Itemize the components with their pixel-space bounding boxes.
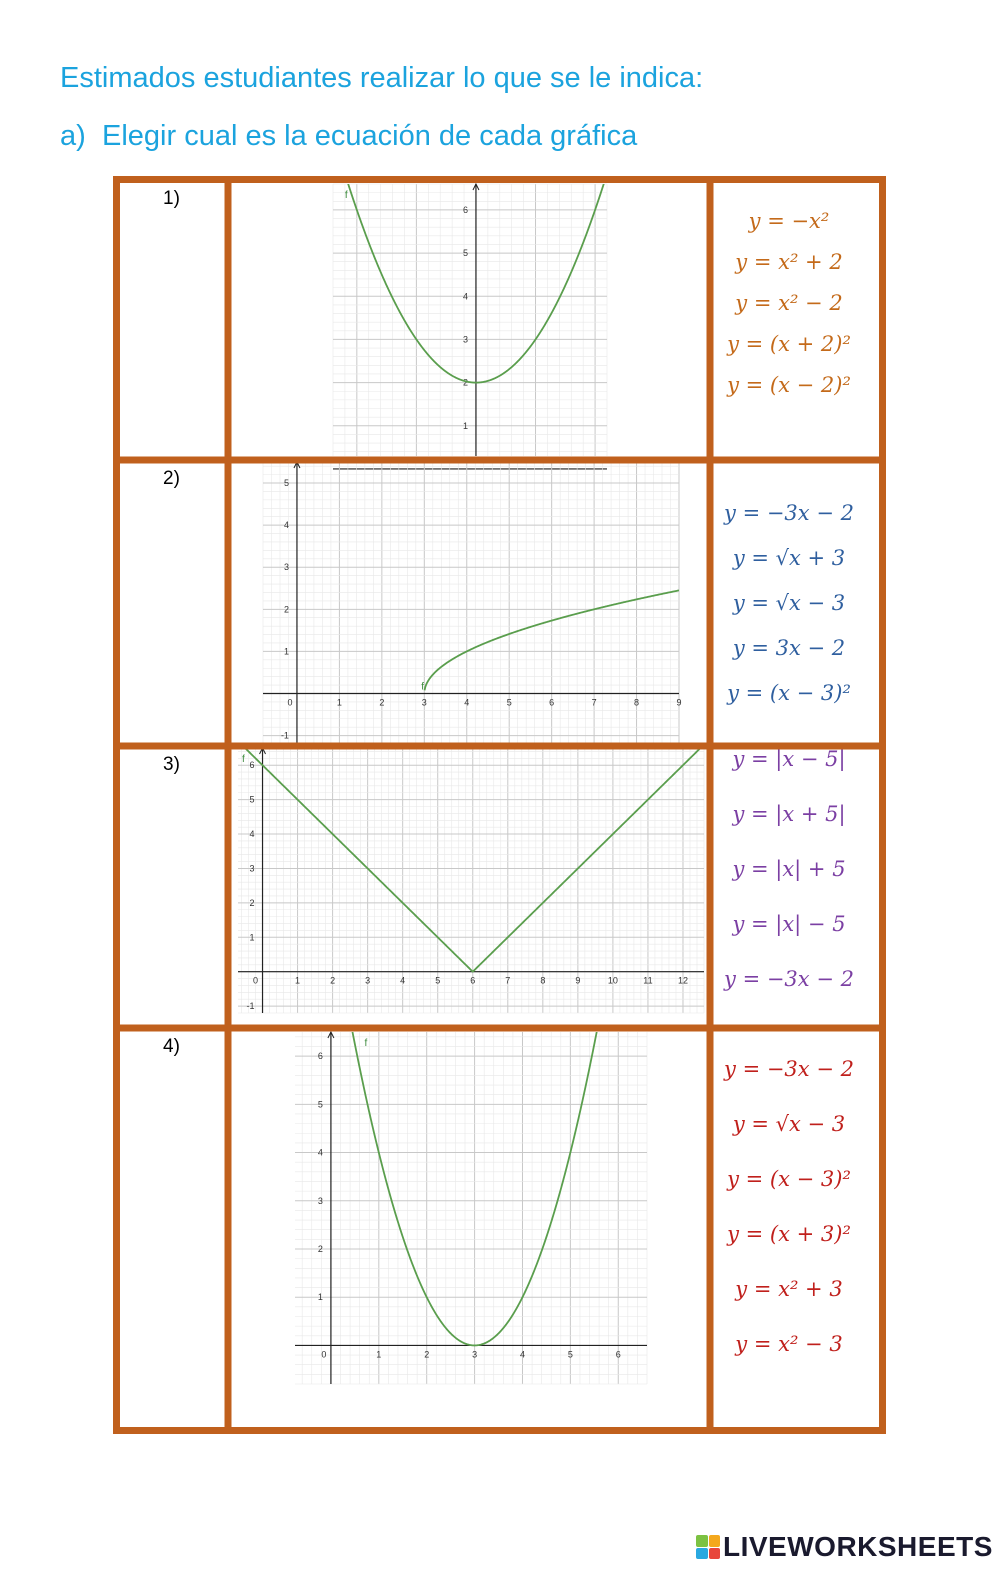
y-tick-label: 6 xyxy=(249,760,255,771)
equation-option[interactable]: y = −3x − 2 xyxy=(724,501,854,525)
y-tick-label: 4 xyxy=(283,520,289,531)
x-tick-label: 9 xyxy=(575,975,581,986)
instruction-item-label: a) xyxy=(60,120,86,152)
x-tick-label: 4 xyxy=(400,975,406,986)
y-tick-label: 2 xyxy=(249,897,255,908)
x-tick-label: 0 xyxy=(321,1349,327,1360)
x-tick-label: 9 xyxy=(676,697,682,708)
table-row xyxy=(163,462,854,744)
x-tick-label: 4 xyxy=(464,697,470,708)
function-graph xyxy=(238,741,704,1013)
y-tick-label: 5 xyxy=(283,478,289,489)
x-tick-label: 6 xyxy=(470,975,476,986)
y-tick-label: 4 xyxy=(462,291,468,302)
curve-label: f xyxy=(421,681,425,693)
y-tick-label: 5 xyxy=(317,1099,323,1110)
equation-option[interactable]: y = −x² xyxy=(748,209,830,233)
equation-option[interactable]: y = (x + 2)² xyxy=(727,332,851,356)
equation-option[interactable]: y = x² − 3 xyxy=(735,1332,843,1356)
x-tick-label: 11 xyxy=(643,975,653,986)
x-tick-label: 2 xyxy=(424,1349,430,1360)
row-number: 2) xyxy=(163,468,180,489)
equation-option[interactable]: y = −3x − 2 xyxy=(724,967,854,991)
table-row xyxy=(163,176,851,469)
equation-option[interactable]: y = |x| + 5 xyxy=(732,857,846,881)
row-number: 3) xyxy=(163,754,180,775)
equation-option[interactable]: y = x² + 2 xyxy=(735,250,843,274)
x-tick-label: 3 xyxy=(472,1349,478,1360)
y-tick-label: 6 xyxy=(462,204,468,215)
x-tick-label: 0 xyxy=(253,975,259,986)
y-tick-label: 2 xyxy=(462,377,468,388)
table-row xyxy=(163,1020,854,1384)
x-tick-label: 7 xyxy=(505,975,511,986)
x-tick-label: 5 xyxy=(435,975,441,986)
function-graph xyxy=(333,176,607,469)
y-tick-label: 2 xyxy=(317,1243,323,1254)
brand-name: LIVEWORKSHEETS xyxy=(723,1531,993,1562)
y-tick-label: 1 xyxy=(317,1292,323,1303)
y-tick-label: 3 xyxy=(249,863,255,874)
x-tick-label: 5 xyxy=(506,697,512,708)
equation-option[interactable]: y = 3x − 2 xyxy=(732,636,846,660)
y-tick-label: 6 xyxy=(317,1051,323,1062)
row-number: 4) xyxy=(163,1036,180,1057)
curve-label: f xyxy=(364,1038,368,1049)
x-tick-label: 3 xyxy=(421,697,427,708)
equation-option[interactable]: y = √x + 3 xyxy=(732,546,846,570)
table-row xyxy=(163,741,854,1013)
equation-option[interactable]: y = (x − 2)² xyxy=(727,373,851,397)
y-tick-label: 5 xyxy=(462,248,468,259)
x-tick-label: 1 xyxy=(336,697,342,708)
function-graph xyxy=(263,462,682,744)
x-tick-label: 2 xyxy=(379,697,385,708)
equation-option[interactable]: y = |x + 5| xyxy=(732,802,846,826)
equation-option[interactable]: y = −3x − 2 xyxy=(724,1057,854,1081)
row-number: 1) xyxy=(163,188,180,209)
x-tick-label: 1 xyxy=(376,1349,382,1360)
x-tick-label: 3 xyxy=(365,975,371,986)
y-tick-label: 3 xyxy=(283,562,289,573)
x-tick-label: 10 xyxy=(607,975,618,986)
footer-brand xyxy=(696,1531,993,1563)
x-tick-label: 6 xyxy=(615,1349,621,1360)
x-tick-label: 4 xyxy=(519,1349,525,1360)
instruction-item-text: Elegir cual es la ecuación de cada gráfica xyxy=(102,120,638,152)
x-tick-label: 12 xyxy=(677,975,688,986)
worksheet-table xyxy=(113,176,886,1434)
x-tick-label: 8 xyxy=(540,975,546,986)
y-tick-label: 1 xyxy=(283,646,289,657)
y-tick-label: 3 xyxy=(317,1195,323,1206)
equation-option[interactable]: y = x² + 3 xyxy=(735,1277,843,1301)
y-tick-label: 1 xyxy=(249,932,255,943)
curve-label: f xyxy=(242,753,245,765)
y-tick-label: -1 xyxy=(280,730,289,741)
x-tick-label: 5 xyxy=(567,1349,573,1360)
liveworksheets-logo-icon xyxy=(696,1535,720,1559)
instruction-item-a xyxy=(60,120,637,153)
equation-option[interactable]: y = |x − 5| xyxy=(732,747,846,771)
equation-option[interactable]: y = (x − 3)² xyxy=(727,681,851,705)
y-tick-label: 3 xyxy=(462,334,468,345)
equation-option[interactable]: y = √x − 3 xyxy=(732,591,846,615)
y-tick-label: 4 xyxy=(249,829,255,840)
equation-option[interactable]: y = √x − 3 xyxy=(732,1112,846,1136)
equation-option[interactable]: y = |x| − 5 xyxy=(732,912,846,936)
curve-label: f xyxy=(344,190,348,201)
y-tick-label: 2 xyxy=(283,604,289,615)
x-tick-label: 1 xyxy=(295,975,301,986)
x-tick-label: 0 xyxy=(287,697,293,708)
x-tick-label: 8 xyxy=(634,697,640,708)
equation-option[interactable]: y = (x + 3)² xyxy=(727,1222,851,1246)
x-tick-label: 7 xyxy=(591,697,597,708)
y-tick-label: 1 xyxy=(462,420,468,431)
equation-option[interactable]: y = x² − 2 xyxy=(735,291,843,315)
function-graph xyxy=(295,1020,647,1384)
equation-option[interactable]: y = (x − 3)² xyxy=(727,1167,851,1191)
x-tick-label: 6 xyxy=(549,697,555,708)
y-tick-label: -1 xyxy=(246,1001,255,1012)
instruction-title: Estimados estudiantes realizar lo que se le indica: xyxy=(60,62,704,94)
y-tick-label: 4 xyxy=(317,1147,323,1158)
x-tick-label: 2 xyxy=(330,975,336,986)
y-tick-label: 5 xyxy=(249,794,255,805)
